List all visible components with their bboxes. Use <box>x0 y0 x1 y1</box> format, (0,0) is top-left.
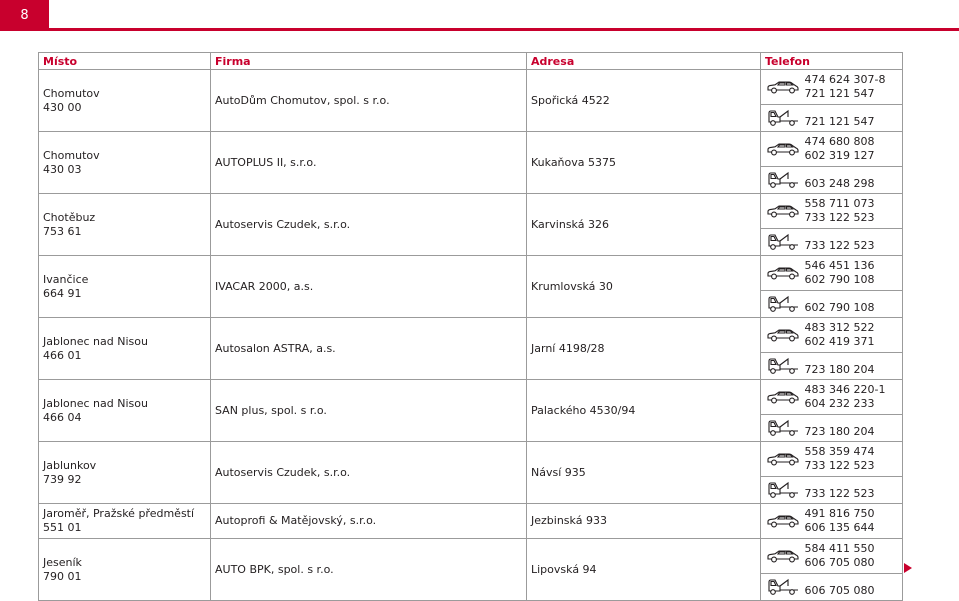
cell-firm: Autosalon ASTRA, a.s. <box>211 318 527 380</box>
cell-service-icon <box>761 318 805 353</box>
cell-firm: Autoservis Czudek, s.r.o. <box>211 194 527 256</box>
cell-address: Spořická 4522 <box>527 70 761 132</box>
cell-firm: Autoprofi & Matějovský, s.r.o. <box>211 504 527 539</box>
cell-service-phone: 474 624 307-8 721 121 547 <box>805 70 903 105</box>
cell-address: Lipovská 94 <box>527 539 761 601</box>
car-service-icon <box>766 549 800 563</box>
car-service-icon <box>766 390 800 404</box>
cell-place: Jablonec nad Nisou 466 01 <box>39 318 211 380</box>
cell-service-phone: 558 711 073 733 122 523 <box>805 194 903 229</box>
cell-place: Ivančice 664 91 <box>39 256 211 318</box>
tow-truck-icon <box>766 295 800 313</box>
table-row <box>39 539 903 574</box>
car-service-icon <box>766 514 800 528</box>
cell-service-phone: 558 359 474 733 122 523 <box>805 442 903 477</box>
cell-firm: IVACAR 2000, a.s. <box>211 256 527 318</box>
cell-service-phone: 584 411 550 606 705 080 <box>805 539 903 574</box>
cell-service-icon <box>761 194 805 229</box>
cell-tow-icon <box>761 105 805 132</box>
cell-address: Krumlovská 30 <box>527 256 761 318</box>
cell-service-phone: 483 346 220-1 604 232 233 <box>805 380 903 415</box>
car-service-icon <box>766 266 800 280</box>
cell-firm: AUTO BPK, spol. s r.o. <box>211 539 527 601</box>
cell-service-icon <box>761 504 805 539</box>
table-row <box>39 132 903 167</box>
tow-truck-icon <box>766 481 800 499</box>
cell-address: Jezbinská 933 <box>527 504 761 539</box>
cell-service-phone: 546 451 136 602 790 108 <box>805 256 903 291</box>
car-service-icon <box>766 142 800 156</box>
header-phone: Telefon <box>761 53 903 70</box>
cell-address: Palackého 4530/94 <box>527 380 761 442</box>
cell-tow-phone: 606 705 080 <box>805 574 903 601</box>
cell-firm: AUTOPLUS II, s.r.o. <box>211 132 527 194</box>
cell-service-icon <box>761 256 805 291</box>
table-row <box>39 504 903 539</box>
cell-service-icon <box>761 442 805 477</box>
cell-address: Kukaňova 5375 <box>527 132 761 194</box>
car-service-icon <box>766 80 800 94</box>
tow-truck-icon <box>766 109 800 127</box>
cell-tow-phone: 733 122 523 <box>805 477 903 504</box>
top-rule <box>49 28 959 31</box>
table-row <box>39 194 903 229</box>
header-place: Místo <box>39 53 211 70</box>
cell-tow-phone: 723 180 204 <box>805 353 903 380</box>
cell-tow-icon <box>761 574 805 601</box>
table-row <box>39 442 903 477</box>
cell-address: Jarní 4198/28 <box>527 318 761 380</box>
cell-tow-phone: 723 180 204 <box>805 415 903 442</box>
car-service-icon <box>766 204 800 218</box>
cell-service-icon <box>761 539 805 574</box>
cell-place: Jablonec nad Nisou 466 04 <box>39 380 211 442</box>
cell-tow-icon <box>761 477 805 504</box>
cell-tow-icon <box>761 291 805 318</box>
cell-tow-icon <box>761 415 805 442</box>
cell-tow-icon <box>761 167 805 194</box>
cell-place: Chotěbuz 753 61 <box>39 194 211 256</box>
cell-service-icon <box>761 380 805 415</box>
cell-service-phone: 491 816 750 606 135 644 <box>805 504 903 539</box>
tow-truck-icon <box>766 233 800 251</box>
table-row <box>39 380 903 415</box>
tow-truck-icon <box>766 357 800 375</box>
cell-address: Návsí 935 <box>527 442 761 504</box>
cell-service-icon <box>761 70 805 105</box>
tow-truck-icon <box>766 171 800 189</box>
next-page-arrow-icon <box>904 563 912 573</box>
cell-tow-phone: 721 121 547 <box>805 105 903 132</box>
cell-address: Karvinská 326 <box>527 194 761 256</box>
car-service-icon <box>766 452 800 466</box>
cell-service-icon <box>761 132 805 167</box>
dealer-table <box>38 52 903 601</box>
cell-firm: SAN plus, spol. s r.o. <box>211 380 527 442</box>
car-service-icon <box>766 328 800 342</box>
cell-place: Chomutov 430 00 <box>39 70 211 132</box>
table-row <box>39 70 903 105</box>
cell-tow-phone: 602 790 108 <box>805 291 903 318</box>
cell-tow-phone: 603 248 298 <box>805 167 903 194</box>
cell-service-phone: 483 312 522 602 419 371 <box>805 318 903 353</box>
cell-tow-phone: 733 122 523 <box>805 229 903 256</box>
cell-tow-icon <box>761 229 805 256</box>
cell-firm: AutoDům Chomutov, spol. s r.o. <box>211 70 527 132</box>
table-row <box>39 256 903 291</box>
table-row <box>39 318 903 353</box>
tow-truck-icon <box>766 578 800 596</box>
table-header-row <box>39 53 903 70</box>
cell-firm: Autoservis Czudek, s.r.o. <box>211 442 527 504</box>
header-address: Adresa <box>527 53 761 70</box>
header-firm: Firma <box>211 53 527 70</box>
cell-service-phone: 474 680 808 602 319 127 <box>805 132 903 167</box>
cell-place: Jablunkov 739 92 <box>39 442 211 504</box>
cell-place: Jeseník 790 01 <box>39 539 211 601</box>
cell-place: Chomutov 430 03 <box>39 132 211 194</box>
tow-truck-icon <box>766 419 800 437</box>
table-body <box>39 70 903 601</box>
cell-tow-icon <box>761 353 805 380</box>
cell-place: Jaroměř, Pražské předměstí 551 01 <box>39 504 211 539</box>
page-number-badge: 8 <box>0 0 49 31</box>
